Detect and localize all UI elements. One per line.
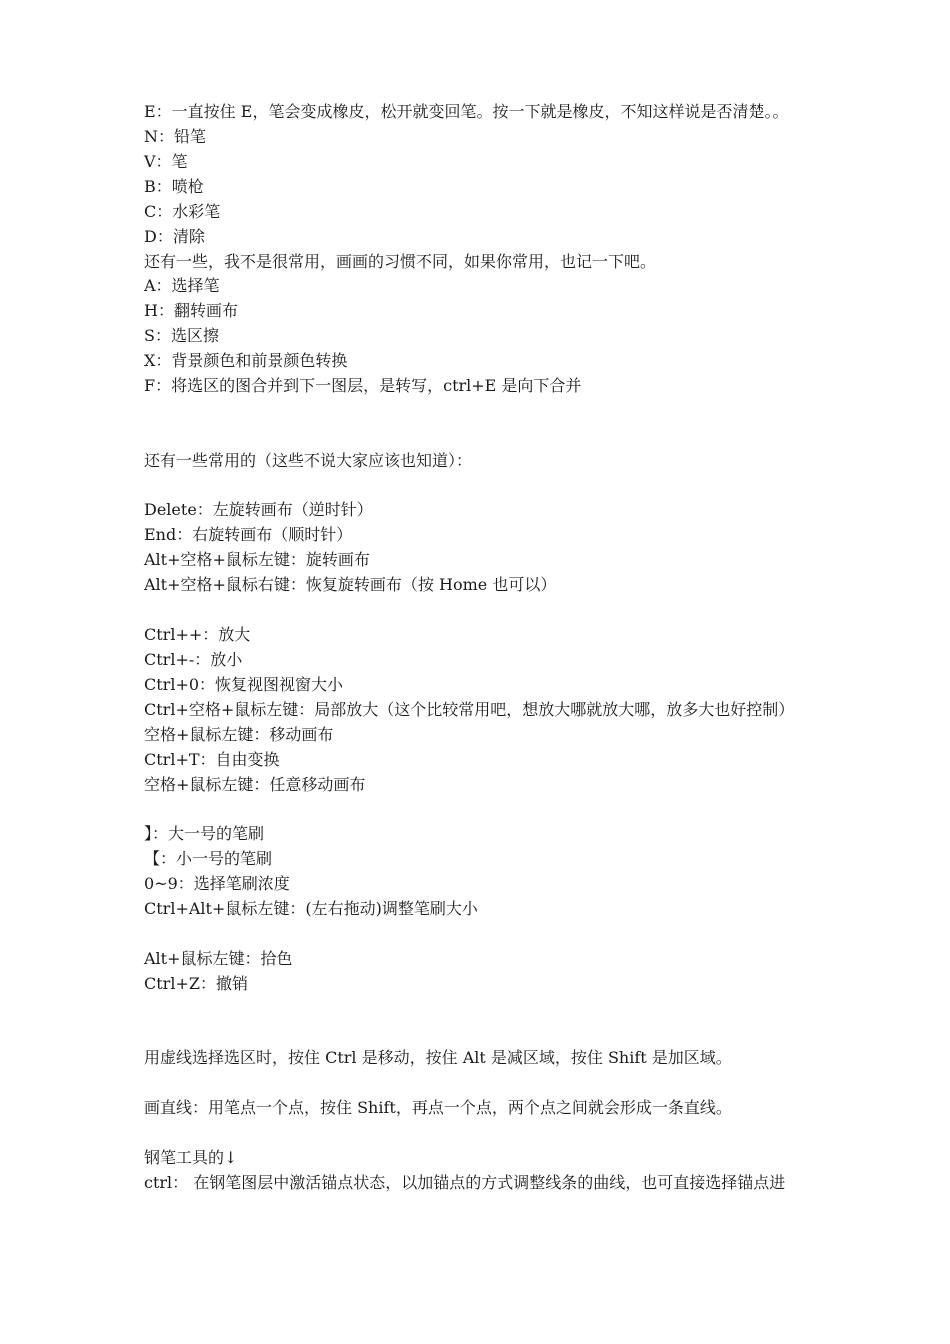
tip-selection-modifiers: 用虚线选择选区时，按住 Ctrl 是移动，按住 Alt 是减区域，按住 Shift 是加区域。	[144, 1048, 732, 1067]
shortcut-n: N：铅笔	[144, 127, 207, 146]
shortcut-end: End：右旋转画布（顺时针）	[144, 525, 353, 544]
intro-common: 还有一些常用的（这些不说大家应该也知道）：	[144, 451, 473, 470]
shortcut-right-bracket: 】：大一号的笔刷	[144, 824, 265, 843]
shortcut-ctrl-plus: Ctrl++：放大	[144, 625, 251, 644]
shortcut-alt-space-left: Alt+空格+鼠标左键：旋转画布	[144, 550, 370, 569]
shortcut-x: X：背景颜色和前景颜色转换	[144, 351, 348, 370]
shortcut-ctrl-alt-left: Ctrl+Alt+鼠标左键：(左右拖动)调整笔刷大小	[144, 899, 478, 918]
pen-tool-ctrl: ctrl： 在钢笔图层中激活锚点状态，以加锚点的方式调整线条的曲线，也可直接选择锚点进	[144, 1173, 786, 1192]
shortcut-left-bracket: 【：小一号的笔刷	[144, 849, 273, 868]
shortcut-a: A：选择笔	[144, 276, 220, 295]
pen-tool-heading: 钢笔工具的↓	[144, 1148, 238, 1167]
shortcut-ctrl-space-left: Ctrl+空格+鼠标左键：局部放大（这个比较常用吧，想放大哪就放大哪，放多大也好控制）	[144, 700, 795, 719]
shortcut-ctrl-t: Ctrl+T：自由变换	[144, 750, 280, 769]
shortcut-b: B：喷枪	[144, 177, 204, 196]
shortcut-h: H：翻转画布	[144, 301, 238, 320]
shortcut-ctrl-z: Ctrl+Z：撤销	[144, 974, 248, 993]
shortcut-ctrl-0: Ctrl+0：恢复视图视窗大小	[144, 675, 344, 694]
shortcut-alt-left: Alt+鼠标左键：拾色	[144, 949, 293, 968]
shortcut-f: F：将选区的图合并到下一图层，是转写，ctrl+E 是向下合并	[144, 376, 582, 395]
shortcut-e: E：一直按住 E，笔会变成橡皮，松开就变回笔。按一下就是橡皮，不知这样说是否清楚。。	[144, 102, 789, 121]
shortcut-d: D：清除	[144, 227, 205, 246]
shortcut-s: S：选区擦	[144, 326, 219, 345]
shortcut-c: C：水彩笔	[144, 202, 221, 221]
shortcut-0-9: 0~9：选择笔刷浓度	[144, 874, 290, 893]
shortcut-space-left: 空格+鼠标左键：移动画布	[144, 725, 334, 744]
shortcut-ctrl-minus: Ctrl+-：放小	[144, 650, 243, 669]
shortcut-v: V：笔	[144, 152, 188, 171]
shortcut-delete: Delete：左旋转画布（逆时针）	[144, 500, 373, 519]
intro-less-common: 还有一些，我不是很常用，画画的习惯不同，如果你常用，也记一下吧。	[144, 252, 657, 271]
tip-straight-line: 画直线：用笔点一个点，按住 Shift，再点一个点，两个点之间就会形成一条直线。	[144, 1098, 732, 1117]
shortcut-alt-space-right: Alt+空格+鼠标右键：恢复旋转画布（按 Home 也可以）	[144, 575, 557, 594]
shortcut-space-left-free: 空格+鼠标左键：任意移动画布	[144, 775, 366, 794]
